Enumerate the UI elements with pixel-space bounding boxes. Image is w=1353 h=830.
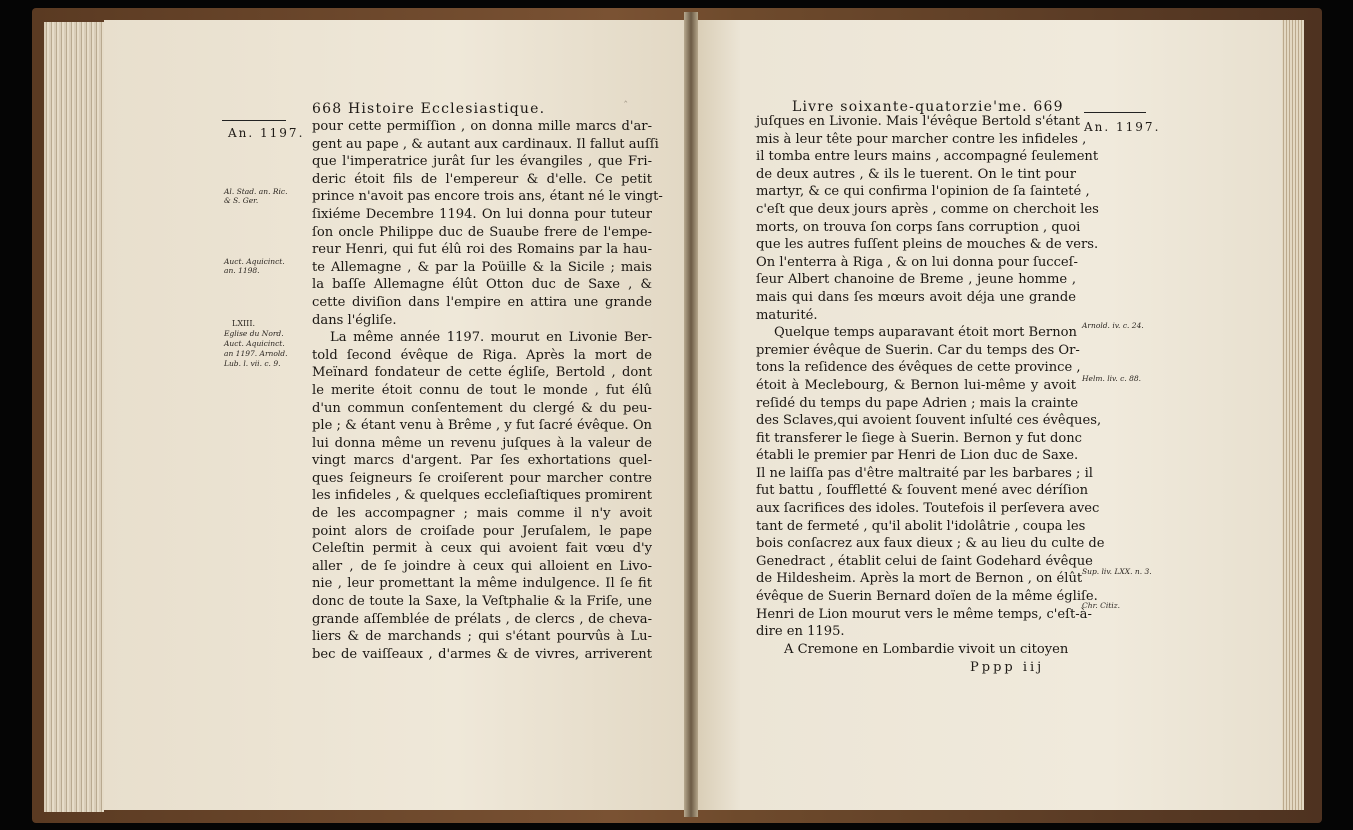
text-line: mis à leur tête pour marcher contre les infideles , bbox=[756, 131, 1087, 147]
year-margin-left: An. 1197. bbox=[228, 126, 305, 140]
text-line: étoit à Meclebourg, & Bernon lui-même y avoit bbox=[756, 377, 1076, 393]
text-line: des Sclaves,qui avoient ſouvent inſulté ces évêques, bbox=[756, 413, 1102, 429]
text-line: te Allemagne , & par la Poüille & la Sicile ; mais bbox=[312, 259, 652, 275]
text-line: dans l'égliſe. bbox=[312, 312, 397, 328]
text-line: On l'enterra à Riga , & on lui donna pour ſucceſ- bbox=[756, 254, 1078, 270]
text-line: premier évêque de Suerin. Car du temps des Or- bbox=[756, 342, 1080, 358]
text-line: deric étoit fils de l'empereur & d'elle. Ce petit bbox=[312, 171, 652, 187]
text-line: juſques en Livonie. Mais l'évêque Bertold s'étant bbox=[756, 114, 1081, 129]
text-line: aux ſacrifices des idoles. Toutefois il perſevera avec bbox=[756, 501, 1100, 517]
margin-note: Chr. Citiz. bbox=[1082, 601, 1120, 610]
text-line: prince n'avoit pas encore trois ans, étant né le vingt- bbox=[312, 189, 663, 205]
text-line: de les accompagner ; mais comme il n'y avoit bbox=[312, 506, 652, 522]
text-line: dire en 1195. bbox=[756, 624, 845, 640]
text-line: les infideles , & quelques eccleſiaſtiques promirent bbox=[312, 488, 652, 504]
margin-note: Eglise du Nord. bbox=[224, 329, 284, 338]
text-line: de deux autres , & ils le tuerent. On le tint pour bbox=[756, 166, 1076, 182]
book-gutter bbox=[684, 12, 698, 817]
text-line: de Hildesheim. Après la mort de Bernon , on élût bbox=[756, 571, 1083, 587]
text-line: maturité. bbox=[756, 307, 818, 323]
text-line: Il ne laiſſa pas d'être maltraité par les barbares ; il bbox=[756, 465, 1093, 481]
text-line: c'eſt que deux jours après , comme on cherchoit les bbox=[756, 201, 1099, 217]
text-line: cette diviſion dans l'empire en attira une grande bbox=[312, 294, 652, 310]
text-line: morts, on trouva ſon corps ſans corruption , quoi bbox=[756, 219, 1081, 235]
text-line: la baſſe Allemagne élût Otton duc de Saxe , & bbox=[312, 277, 652, 293]
year-rule-left bbox=[222, 120, 286, 121]
running-head-right: Livre soixante-quatorzie'me. 669 bbox=[792, 99, 1064, 115]
pencil-mark: ‸ bbox=[624, 92, 628, 103]
text-line: liers & de marchands ; qui s'étant pourvûs à Lu- bbox=[312, 629, 652, 645]
text-line: gent au pape , & autant aux cardinaux. Il fallut auſſi bbox=[312, 136, 659, 152]
text-line: fut battu , ſouffletté & ſouvent mené avec déríſion bbox=[756, 483, 1089, 499]
margin-note: & S. Ger. bbox=[224, 196, 259, 205]
margin-note: Helm. liv. c. 88. bbox=[1082, 374, 1142, 383]
text-line: que l'imperatrice jurât ſur les évangiles , que Fri- bbox=[312, 154, 652, 170]
text-line: La même année 1197. mourut en Livonie Ber- bbox=[330, 330, 652, 346]
text-line: nie , leur promettant la même indulgence. Il ſe fit bbox=[312, 576, 652, 592]
text-line: martyr, & ce qui confirma l'opinion de ſa ſainteté , bbox=[756, 184, 1090, 200]
text-line: bois conſacrez aux faux dieux ; & au lieu du culte de bbox=[756, 536, 1105, 552]
text-line: fit transferer le ſiege à Suerin. Bernon y fut donc bbox=[756, 430, 1082, 446]
text-line: A Cremone en Lombardie vivoit un citoyen bbox=[784, 641, 1069, 657]
signature-mark: Pppp iij bbox=[970, 660, 1045, 675]
text-line: grande aſſemblée de prélats , de clercs , de cheva- bbox=[312, 611, 652, 627]
text-line: bec de vaiſſeaux , d'armes & de vivres, arriverent bbox=[312, 646, 652, 662]
text-line: lui donna même un revenu juſques à la valeur de bbox=[312, 435, 652, 451]
text-line: établi le premier par Henri de Lion duc de Saxe. bbox=[756, 448, 1079, 464]
text-line: d'un commun conſentement du clergé & du peu- bbox=[312, 400, 652, 416]
text-line: mais qui dans ſes mœurs avoit déja une grande bbox=[756, 289, 1076, 305]
text-line: il tomba entre leurs mains , accompagné ſeulement bbox=[756, 149, 1099, 165]
text-line: évêque de Suerin Bernard doïen de la même égliſe. bbox=[756, 589, 1098, 605]
text-line: Genedract , établit celui de ſaint Godehard évêque bbox=[756, 553, 1093, 569]
year-margin-right: An. 1197. bbox=[1084, 120, 1161, 134]
text-line: pour cette permiſſion , on donna mille marcs d'ar- bbox=[312, 119, 652, 134]
text-line: reſidé du temps du pape Adrien ; mais la crainte bbox=[756, 395, 1079, 411]
page-edges-left bbox=[44, 22, 104, 812]
running-head-left: 668 Histoire Ecclesiastique. bbox=[312, 101, 546, 117]
margin-note: Sup. liv. LXX. n. 3. bbox=[1082, 567, 1152, 576]
margin-note: Al. Stad. an. Ric. bbox=[224, 187, 288, 196]
text-line: donc de toute la Saxe, la Veſtphalie & la Friſe, une bbox=[312, 594, 652, 610]
text-line: ſixiéme Decembre 1194. On lui donna pour tuteur bbox=[312, 206, 652, 222]
margin-note: an. 1198. bbox=[224, 266, 260, 275]
text-line: tons la reſidence des évêques de cette province , bbox=[756, 360, 1081, 376]
left-body-text bbox=[312, 118, 663, 663]
text-line: Henri de Lion mourut vers le même temps, c'eſt-à- bbox=[756, 606, 1092, 622]
text-line: tant de fermeté , qu'il abolit l'idolâtrie , coupa les bbox=[756, 518, 1086, 534]
text-line: le merite étoit connu de tout le monde , fut élû bbox=[312, 382, 652, 398]
text-line: Quelque temps auparavant étoit mort Bernon bbox=[774, 325, 1077, 341]
year-rule-right bbox=[1084, 112, 1146, 113]
text-line: ques ſeigneurs ſe croiſerent pour marcher contre bbox=[312, 470, 652, 486]
text-line: reur Henri, qui fut élû roi des Romains par la hau- bbox=[312, 242, 652, 258]
text-line: Meïnard fondateur de cette égliſe, Bertold , dont bbox=[312, 365, 652, 381]
text-line: ſon oncle Philippe duc de Suaube frere de l'empe- bbox=[312, 224, 652, 240]
text-line: vingt marcs d'argent. Par ſes exhortations quel- bbox=[312, 453, 652, 469]
margin-note: an 1197. Arnold. bbox=[224, 349, 288, 358]
margin-note: Auct. Aquicinct. bbox=[224, 257, 285, 266]
text-line: aller , de ſe joindre à ceux qui alloient en Livo- bbox=[312, 558, 652, 574]
text-line: Celeſtin permit à ceux qui avoient fait vœu d'y bbox=[312, 541, 652, 557]
text-line: ple ; & étant venu à Brême , y fut ſacré évêque. On bbox=[312, 418, 652, 434]
margin-note: Lub. l. vii. c. 9. bbox=[224, 359, 281, 368]
section-number: LXIII. bbox=[232, 319, 256, 328]
margin-note: Arnold. iv. c. 24. bbox=[1082, 321, 1144, 330]
text-line: point alors de croiſade pour Jeruſalem, le pape bbox=[312, 523, 652, 539]
margin-note: Auct. Aquicinct. bbox=[224, 339, 285, 348]
text-line: ſeur Albert chanoine de Breme , jeune homme , bbox=[756, 272, 1076, 288]
text-line: told ſecond évêque de Riga. Après la mort de bbox=[312, 347, 652, 363]
text-line: que les autres fuſſent pleins de mouches & de vers. bbox=[756, 237, 1099, 253]
